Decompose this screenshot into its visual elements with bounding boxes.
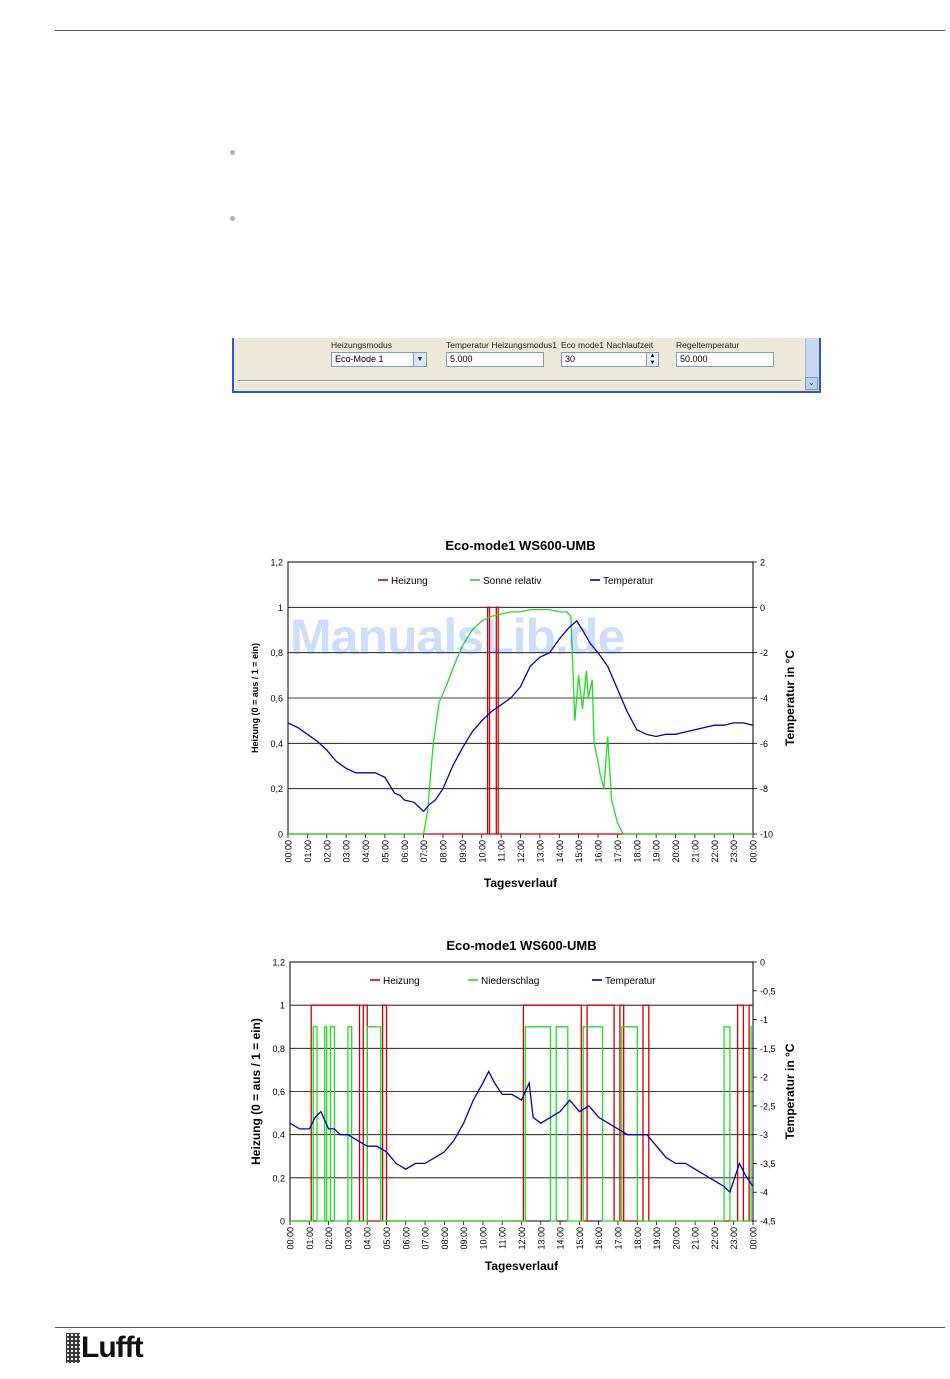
x-tick-label: 11:00 [497,1227,508,1249]
y2-axis-label: Temperatur in °C [783,650,797,746]
x-tick-label: 10:00 [477,840,488,863]
y-tick-label: 0 [277,829,283,840]
y-tick-label: 0,8 [272,1043,285,1054]
scroll-down-icon[interactable]: ⌄ [805,377,818,390]
y-tick-label: 0 [279,1216,285,1227]
legend-label: Heizung [383,976,420,987]
x-tick-label: 16:00 [594,1227,605,1250]
x-tick-label: 13:00 [536,1227,547,1250]
x-tick-label: 16:00 [593,840,604,863]
y-tick-label: 0,6 [272,1087,285,1097]
y2-tick-label: -4,5 [760,1216,776,1227]
legend-label: Temperatur [605,976,656,987]
x-tick-label: 04:00 [362,1227,373,1250]
x-tick-label: 00:00 [748,840,759,863]
x-tick-label: 13:00 [535,840,546,863]
x-tick-label: 01:00 [302,840,313,863]
panel-scrollbar[interactable] [805,338,819,391]
x-tick-label: 19:00 [651,840,662,863]
y2-tick-label: 0 [760,602,766,613]
y2-axis-label: Temperatur in °C [783,1043,797,1140]
control-temperature-label: Regeltemperatur [676,340,740,350]
heating-temperature-value: 5.000 [450,354,473,364]
x-tick-label: 12:00 [517,1227,527,1250]
x-tick-label: 05:00 [381,1227,392,1250]
control-temperature-value: 50.000 [680,354,708,364]
x-axis-label: Tagesverlauf [484,1259,559,1273]
y-tick-label: 0,8 [270,648,283,659]
x-tick-label: 20:00 [671,1227,682,1250]
x-tick-label: 09:00 [459,1227,470,1250]
x-tick-label: 18:00 [632,840,643,863]
x-tick-label: 07:00 [420,1227,431,1250]
legend-label: Heizung [391,576,428,587]
y2-tick-label: 2 [760,557,766,568]
heating-mode-value: Eco-Mode 1 [335,354,384,364]
heating-settings-panel [232,338,821,393]
y-tick-label: 0,2 [272,1173,285,1184]
lufft-logo [66,1332,143,1364]
control-temperature-input[interactable] [676,352,774,367]
y2-tick-label: 0 [760,957,766,968]
x-tick-label: 22:00 [709,840,720,863]
y-tick-label: 0,2 [270,784,283,795]
y2-tick-label: -4 [760,693,769,704]
heating-mode-select[interactable] [331,352,427,367]
y2-tick-label: -6 [760,738,769,749]
x-axis-label: Tagesverlauf [483,876,558,890]
chevron-down-icon[interactable]: ▼ [413,353,426,366]
heating-mode-label: Heizungsmodus [331,340,392,350]
x-tick-label: 18:00 [632,1227,643,1250]
chart-title: Eco-mode1 WS600-UMB [446,938,597,953]
follow-up-time-value: 30 [565,354,576,364]
logo-pattern-icon [66,1333,80,1363]
x-tick-label: 15:00 [574,840,585,863]
y2-tick-label: -2,5 [760,1101,776,1112]
x-tick-label: 09:00 [457,840,468,863]
x-tick-label: 02:00 [324,1227,335,1250]
legend-label: Sonne relativ [483,576,542,587]
x-tick-label: 23:00 [729,1227,740,1250]
x-tick-label: 00:00 [748,1227,759,1250]
heating-temperature-input[interactable] [446,352,544,367]
y-tick-label: 0,4 [272,1130,285,1141]
x-tick-label: 00:00 [285,1227,296,1250]
y-axis-label: Heizung (0 = aus / 1 = ein) [249,1018,263,1165]
x-tick-label: 01:00 [304,1227,315,1250]
follow-up-time-stepper[interactable] [561,352,659,367]
x-tick-label: 06:00 [399,840,410,863]
y-tick-label: 1,2 [270,557,283,568]
y2-tick-label: -1,5 [760,1043,776,1054]
logo-text: Lufft [81,1331,143,1364]
x-tick-label: 23:00 [729,840,740,863]
watermark: ManualsLib.de [290,609,625,665]
y2-tick-label: -8 [760,784,769,795]
y2-tick-label: -0,5 [760,986,776,997]
chart-precipitation [245,935,815,1280]
x-tick-label: 12:00 [516,840,526,863]
bullet-1 [230,150,235,155]
x-tick-label: 17:00 [612,840,623,863]
y-tick-label: 1 [279,1000,285,1011]
panel-divider [238,380,801,382]
x-tick-label: 21:00 [690,840,701,863]
y-axis-label: Heizung (0 = aus / 1 = ein) [250,642,260,754]
chart-title: Eco-mode1 WS600-UMB [445,538,596,553]
x-tick-label: 20:00 [671,840,681,863]
x-tick-label: 08:00 [439,1227,450,1250]
x-tick-label: 06:00 [401,1227,412,1250]
x-tick-label: 02:00 [322,840,333,863]
follow-up-time-label: Eco mode1 Nachlaufzeit [561,340,654,350]
header-rule [55,30,945,31]
legend-label: Temperatur [603,576,654,587]
x-tick-label: 04:00 [361,840,371,863]
x-tick-label: 03:00 [343,1227,354,1250]
x-tick-label: 03:00 [341,840,352,863]
y2-tick-label: -3 [760,1130,769,1141]
y2-tick-label: -3,5 [760,1158,776,1169]
x-tick-label: 21:00 [690,1227,701,1250]
x-tick-label: 07:00 [419,840,430,863]
bullet-2 [230,216,235,221]
y-tick-label: 0,6 [270,693,283,704]
x-tick-label: 00:00 [283,840,294,863]
x-tick-label: 22:00 [709,1227,720,1250]
chart-sun-relative [245,535,815,895]
x-tick-label: 17:00 [613,1227,624,1250]
y2-tick-label: -4 [760,1187,769,1198]
footer-rule [55,1327,945,1328]
x-tick-label: 14:00 [554,840,565,863]
x-tick-label: 10:00 [478,1227,489,1250]
spinner-arrows-icon[interactable]: ▲ ▼ [646,353,658,366]
y2-tick-label: -10 [760,829,774,840]
x-tick-label: 08:00 [438,840,449,863]
x-tick-label: 05:00 [380,840,391,863]
x-tick-label: 19:00 [652,1227,663,1250]
x-tick-label: 11:00 [496,840,507,862]
y-tick-label: 1 [277,602,283,613]
legend-label: Niederschlag [481,976,540,987]
x-tick-label: 14:00 [555,1227,566,1250]
heating-temperature-label: Temperatur Heizungsmodus1 [446,340,558,350]
x-tick-label: 15:00 [574,1227,585,1250]
y2-tick-label: -1 [760,1015,769,1026]
y-tick-label: 0,4 [270,738,283,749]
y2-tick-label: -2 [760,1072,769,1083]
y-tick-label: 1,2 [272,957,285,968]
y2-tick-label: -2 [760,648,769,659]
